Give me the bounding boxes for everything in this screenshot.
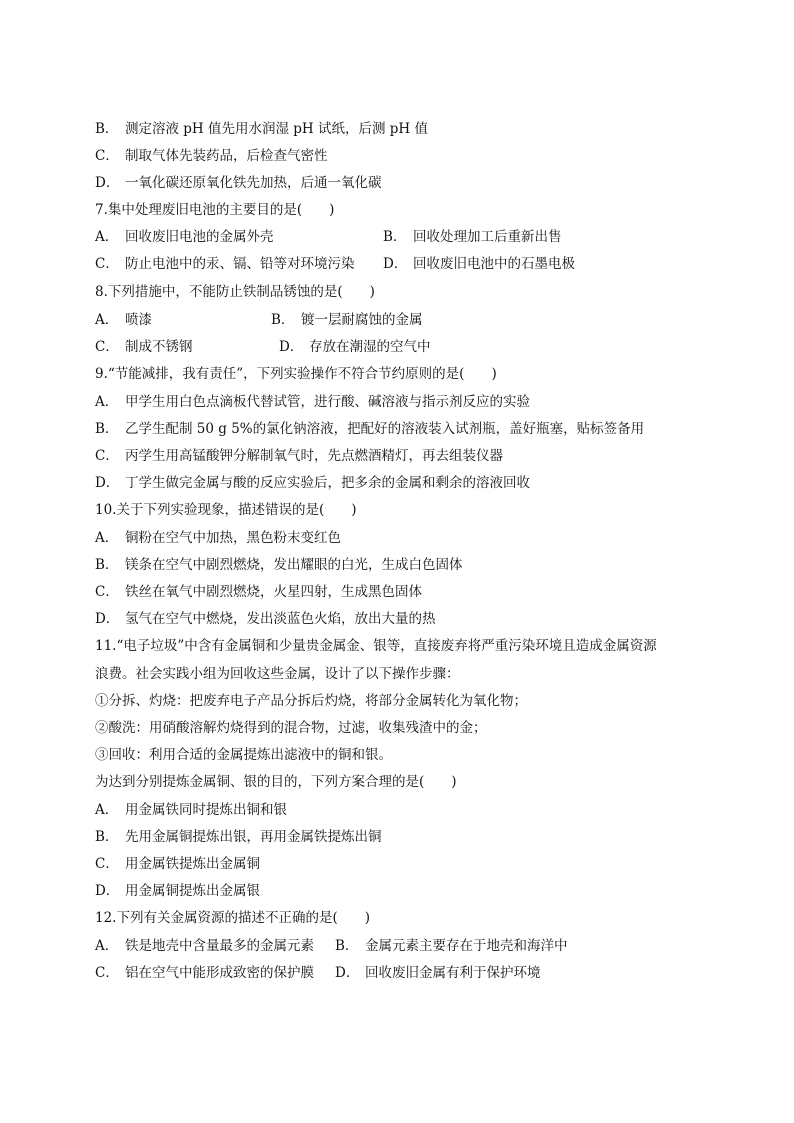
option-text: 丙学生用高锰酸钾分解制氧气时，先点燃酒精灯，再去组装仪器 bbox=[125, 448, 503, 464]
option-label: C． bbox=[95, 256, 119, 272]
q6-option-c bbox=[95, 147, 328, 165]
option-text: 制取气体先装药品，后检查气密性 bbox=[125, 148, 328, 164]
option-text: 一氧化碳还原氧化铁先加热，后通一氧化碳 bbox=[125, 175, 382, 191]
option-label: A． bbox=[95, 312, 119, 328]
q8-option-d bbox=[279, 338, 431, 356]
q11-option-c bbox=[95, 855, 260, 873]
q7-option-b bbox=[383, 228, 562, 246]
q12-option-d bbox=[335, 964, 541, 982]
option-label: D． bbox=[335, 965, 360, 981]
q8-options-row-2 bbox=[95, 338, 695, 356]
option-text: 镀一层耐腐蚀的金属 bbox=[301, 312, 423, 328]
option-label: C． bbox=[95, 448, 119, 464]
option-text: 回收处理加工后重新出售 bbox=[413, 229, 562, 245]
q9-option-c bbox=[95, 447, 503, 465]
option-text: 用金属铜提炼出金属银 bbox=[125, 883, 260, 899]
q7-options-row-1 bbox=[95, 228, 695, 246]
option-text: 铜粉在空气中加热，黑色粉末变红色 bbox=[125, 530, 341, 546]
option-text: 铁是地壳中含量最多的金属元素 bbox=[125, 938, 314, 954]
q12-option-c bbox=[95, 965, 314, 981]
option-text: 用金属铁提炼出金属铜 bbox=[125, 856, 260, 872]
q10-option-a bbox=[95, 529, 341, 547]
q8-stem: 8.下列措施中，不能防止铁制品锈蚀的是( ) bbox=[95, 284, 375, 300]
option-text: 铝在空气中能形成致密的保护膜 bbox=[125, 965, 314, 981]
q11-option-a bbox=[95, 801, 287, 819]
option-text: 测定溶液 pH 值先用水润湿 pH 试纸，后测 pH 值 bbox=[125, 121, 428, 137]
option-label: B． bbox=[95, 557, 119, 573]
q7-stem: 7.集中处理废旧电池的主要目的是( ) bbox=[95, 202, 335, 218]
q11-step-1: ①分拆、灼烧：把废弃电子产品分拆后灼烧，将部分金属转化为氧化物； bbox=[95, 693, 527, 709]
option-label: A． bbox=[95, 802, 119, 818]
option-label: B． bbox=[271, 312, 295, 328]
option-label: D． bbox=[279, 339, 304, 355]
option-label: D． bbox=[95, 883, 120, 899]
option-text: 铁丝在氧气中剧烈燃烧，火星四射，生成黑色固体 bbox=[125, 584, 422, 600]
q12-options-row-2 bbox=[95, 964, 695, 982]
q7-options-row-2 bbox=[95, 255, 695, 273]
option-text: 氢气在空气中燃烧，发出淡蓝色火焰，放出大量的热 bbox=[125, 611, 436, 627]
q10-option-b bbox=[95, 556, 463, 574]
q8-option-c bbox=[95, 339, 193, 355]
q6-option-d bbox=[95, 174, 382, 192]
option-label: A． bbox=[95, 394, 119, 410]
q11-option-d bbox=[95, 882, 260, 900]
q10-stem: 10.关于下列实验现象，描述错误的是( ) bbox=[95, 502, 357, 518]
option-text: 回收废旧电池的金属外壳 bbox=[125, 229, 274, 245]
option-text: 金属元素主要存在于地壳和海洋中 bbox=[365, 938, 568, 954]
q7-option-a bbox=[95, 229, 274, 245]
q9-option-a bbox=[95, 393, 530, 411]
q11-stem-line-1: 11.“电子垃圾”中含有金属铜和少量贵金属金、银等，直接废弃将严重污染环境且造成金属资源 bbox=[95, 638, 657, 654]
q7-option-d bbox=[383, 255, 575, 273]
option-label: D． bbox=[383, 256, 408, 272]
option-label: D． bbox=[95, 175, 120, 191]
option-text: 防止电池中的汞、镉、铅等对环境污染 bbox=[125, 256, 355, 272]
option-label: D． bbox=[95, 475, 120, 491]
option-label: C． bbox=[95, 584, 119, 600]
q8-option-b bbox=[271, 311, 423, 329]
option-label: D． bbox=[95, 611, 120, 627]
option-label: B． bbox=[95, 121, 119, 137]
option-label: C． bbox=[95, 339, 119, 355]
option-text: 存放在潮湿的空气中 bbox=[309, 339, 431, 355]
option-label: A． bbox=[95, 938, 119, 954]
option-label: C． bbox=[95, 965, 119, 981]
q12-stem: 12.下列有关金属资源的描述不正确的是( ) bbox=[95, 910, 371, 926]
option-label: C． bbox=[95, 148, 119, 164]
option-text: 丁学生做完金属与酸的反应实验后，把多余的金属和剩余的溶液回收 bbox=[125, 475, 530, 491]
option-text: 喷漆 bbox=[125, 312, 152, 328]
q8-options-row-1 bbox=[95, 311, 695, 329]
option-text: 回收废旧金属有利于保护环境 bbox=[365, 965, 541, 981]
q12-options-row-1 bbox=[95, 937, 695, 955]
q12-option-a bbox=[95, 938, 314, 954]
option-text: 先用金属铜提炼出银，再用金属铁提炼出铜 bbox=[125, 829, 382, 845]
q6-option-b bbox=[95, 120, 428, 138]
option-text: 乙学生配制 50 g 5%的氯化钠溶液，把配好的溶液装入试剂瓶，盖好瓶塞，贴标签备用 bbox=[125, 421, 645, 437]
q11-step-3: ③回收：利用合适的金属提炼出滤液中的铜和银。 bbox=[95, 747, 392, 763]
option-label: A． bbox=[95, 229, 119, 245]
option-label: C． bbox=[95, 856, 119, 872]
option-text: 用金属铁同时提炼出铜和银 bbox=[125, 802, 287, 818]
option-text: 甲学生用白色点滴板代替试管，进行酸、碱溶液与指示剂反应的实验 bbox=[125, 394, 530, 410]
q11-step-2: ②酸洗：用硝酸溶解灼烧得到的混合物，过滤，收集残渣中的金； bbox=[95, 720, 487, 736]
q10-option-c bbox=[95, 583, 422, 601]
q11-question: 为达到分别提炼金属铜、银的目的，下列方案合理的是( ) bbox=[95, 774, 457, 790]
option-text: 制成不锈钢 bbox=[125, 339, 193, 355]
q12-option-b bbox=[335, 937, 568, 955]
q8-option-a bbox=[95, 312, 152, 328]
q11-option-b bbox=[95, 828, 382, 846]
option-label: A． bbox=[95, 530, 119, 546]
q11-stem-line-2: 浪费。社会实践小组为回收这些金属，设计了以下操作步骤： bbox=[95, 666, 460, 682]
q9-option-d bbox=[95, 474, 530, 492]
option-label: B． bbox=[335, 938, 359, 954]
option-label: B． bbox=[95, 421, 119, 437]
option-label: B． bbox=[383, 229, 407, 245]
option-label: B． bbox=[95, 829, 119, 845]
q9-stem: 9.“节能减排，我有责任”，下列实验操作不符合节约原则的是( ) bbox=[95, 366, 497, 382]
option-text: 回收废旧电池中的石墨电极 bbox=[413, 256, 575, 272]
q9-option-b bbox=[95, 420, 644, 438]
q10-option-d bbox=[95, 610, 436, 628]
option-text: 镁条在空气中剧烈燃烧，发出耀眼的白光，生成白色固体 bbox=[125, 557, 463, 573]
q7-option-c bbox=[95, 256, 355, 272]
